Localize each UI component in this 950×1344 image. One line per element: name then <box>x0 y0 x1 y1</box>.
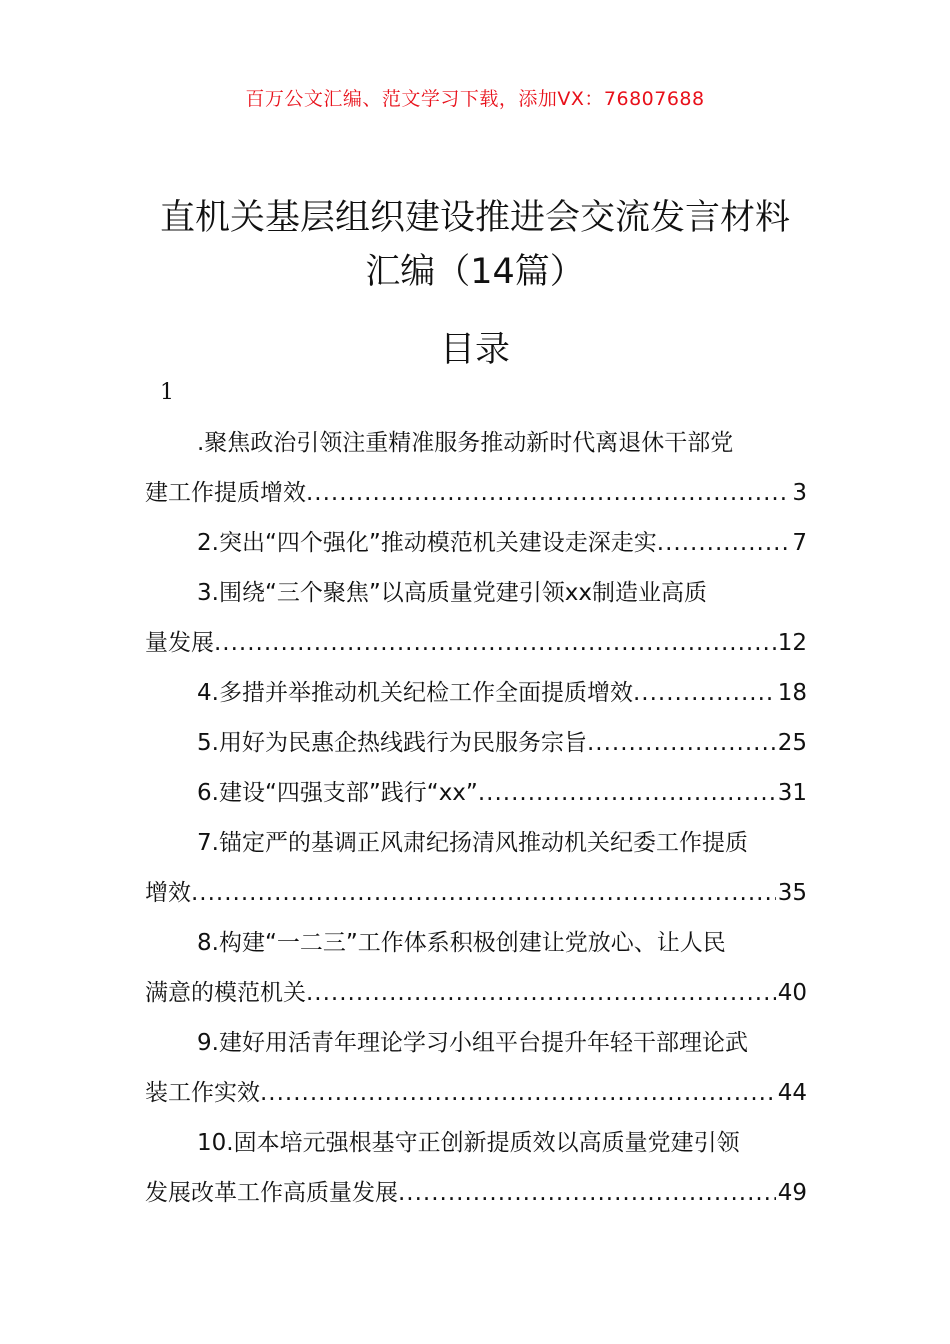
toc-entry-title: 5.用好为民惠企热线践行为民服务宗旨 <box>197 730 587 756</box>
stray-page-number: 1 <box>160 380 174 405</box>
toc-page-number: 7 <box>792 530 807 556</box>
dot-leader <box>398 1168 776 1218</box>
toc-entry-title: 2.突出“四个强化”推动模范机关建设走深走实 <box>197 530 657 556</box>
toc-page-number: 12 <box>777 630 807 656</box>
toc-page-number: 49 <box>777 1180 807 1206</box>
toc-entry-title-cont: 建工作提质增效 <box>145 480 306 506</box>
toc-entry-title: 7.锚定严的基调正风肃纪扬清风推动机关纪委工作提质 <box>197 830 748 856</box>
toc-entry[interactable] <box>145 668 807 718</box>
toc-entry-title: 6.建设“四强支部”践行“xx” <box>197 780 478 806</box>
toc-entry-title-cont: 增效 <box>145 880 191 906</box>
toc-entry-leader-line <box>145 1068 807 1118</box>
toc-entry[interactable] <box>145 1018 807 1118</box>
toc-entry-title-cont: 装工作实效 <box>145 1080 260 1106</box>
dot-leader <box>478 768 776 818</box>
toc-entry[interactable] <box>145 568 807 668</box>
toc-entry-leader-line <box>145 868 807 918</box>
toc-entry[interactable] <box>145 818 807 918</box>
dot-leader <box>260 1068 776 1118</box>
toc-page-number: 25 <box>777 730 807 756</box>
toc-entry-leader-line <box>145 468 807 518</box>
toc-entry[interactable] <box>145 418 807 518</box>
toc-entry-title-cont: 发展改革工作高质量发展 <box>145 1180 398 1206</box>
title-line-1: 直机关基层组织建设推进会交流发言材料 <box>159 198 790 239</box>
toc-page-number: 44 <box>777 1080 807 1106</box>
toc-page-number: 35 <box>777 880 807 906</box>
dot-leader <box>633 668 776 718</box>
toc-entry-leader-line <box>145 718 807 768</box>
toc-entry-title: 9.建好用活青年理论学习小组平台提升年轻干部理论武 <box>197 1030 748 1056</box>
dot-leader <box>587 718 776 768</box>
toc-heading: 目录 <box>439 330 510 370</box>
toc-entry-leader-line <box>145 768 807 818</box>
toc-entry-leader-line <box>145 668 807 718</box>
dot-leader <box>657 518 791 568</box>
toc-entry-title-cont: 满意的模范机关 <box>145 980 306 1006</box>
toc-page-number: 18 <box>777 680 807 706</box>
title-line-2: 汇编（14篇） <box>365 252 585 293</box>
toc-entry-title-cont: 量发展 <box>145 630 214 656</box>
toc-entry[interactable] <box>145 1118 807 1218</box>
toc-page-number: 40 <box>777 980 807 1006</box>
toc-page-number: 31 <box>777 780 807 806</box>
toc-entry-leader-line <box>145 1168 807 1218</box>
document-title <box>120 191 830 299</box>
dot-leader <box>191 868 776 918</box>
toc-entry[interactable] <box>145 718 807 768</box>
toc-entry[interactable] <box>145 918 807 1018</box>
toc-page-number: 3 <box>792 480 807 506</box>
toc-entry-leader-line <box>145 968 807 1018</box>
toc-entry-title: 10.固本培元强根基守正创新提质效以高质量党建引领 <box>197 1130 740 1156</box>
dot-leader <box>306 468 790 518</box>
header-promo-note: 百万公文汇编、范文学习下载，添加VX：76807688 <box>245 88 705 110</box>
toc-entry-title: 3.围绕“三个聚焦”以高质量党建引领xx制造业高质 <box>197 580 707 606</box>
toc-entry-title: .聚焦政治引领注重精准服务推动新时代离退休干部党 <box>197 430 734 456</box>
dot-leader <box>214 618 776 668</box>
toc-entry-title: 4.多措并举推动机关纪检工作全面提质增效 <box>197 680 633 706</box>
dot-leader <box>306 968 776 1018</box>
toc-entry-title: 8.构建“一二三”工作体系积极创建让党放心、让人民 <box>197 930 726 956</box>
toc-entry[interactable] <box>145 768 807 818</box>
toc-entry-leader-line <box>145 518 807 568</box>
table-of-contents <box>145 418 807 1218</box>
toc-entry-leader-line <box>145 618 807 668</box>
toc-entry[interactable] <box>145 518 807 568</box>
